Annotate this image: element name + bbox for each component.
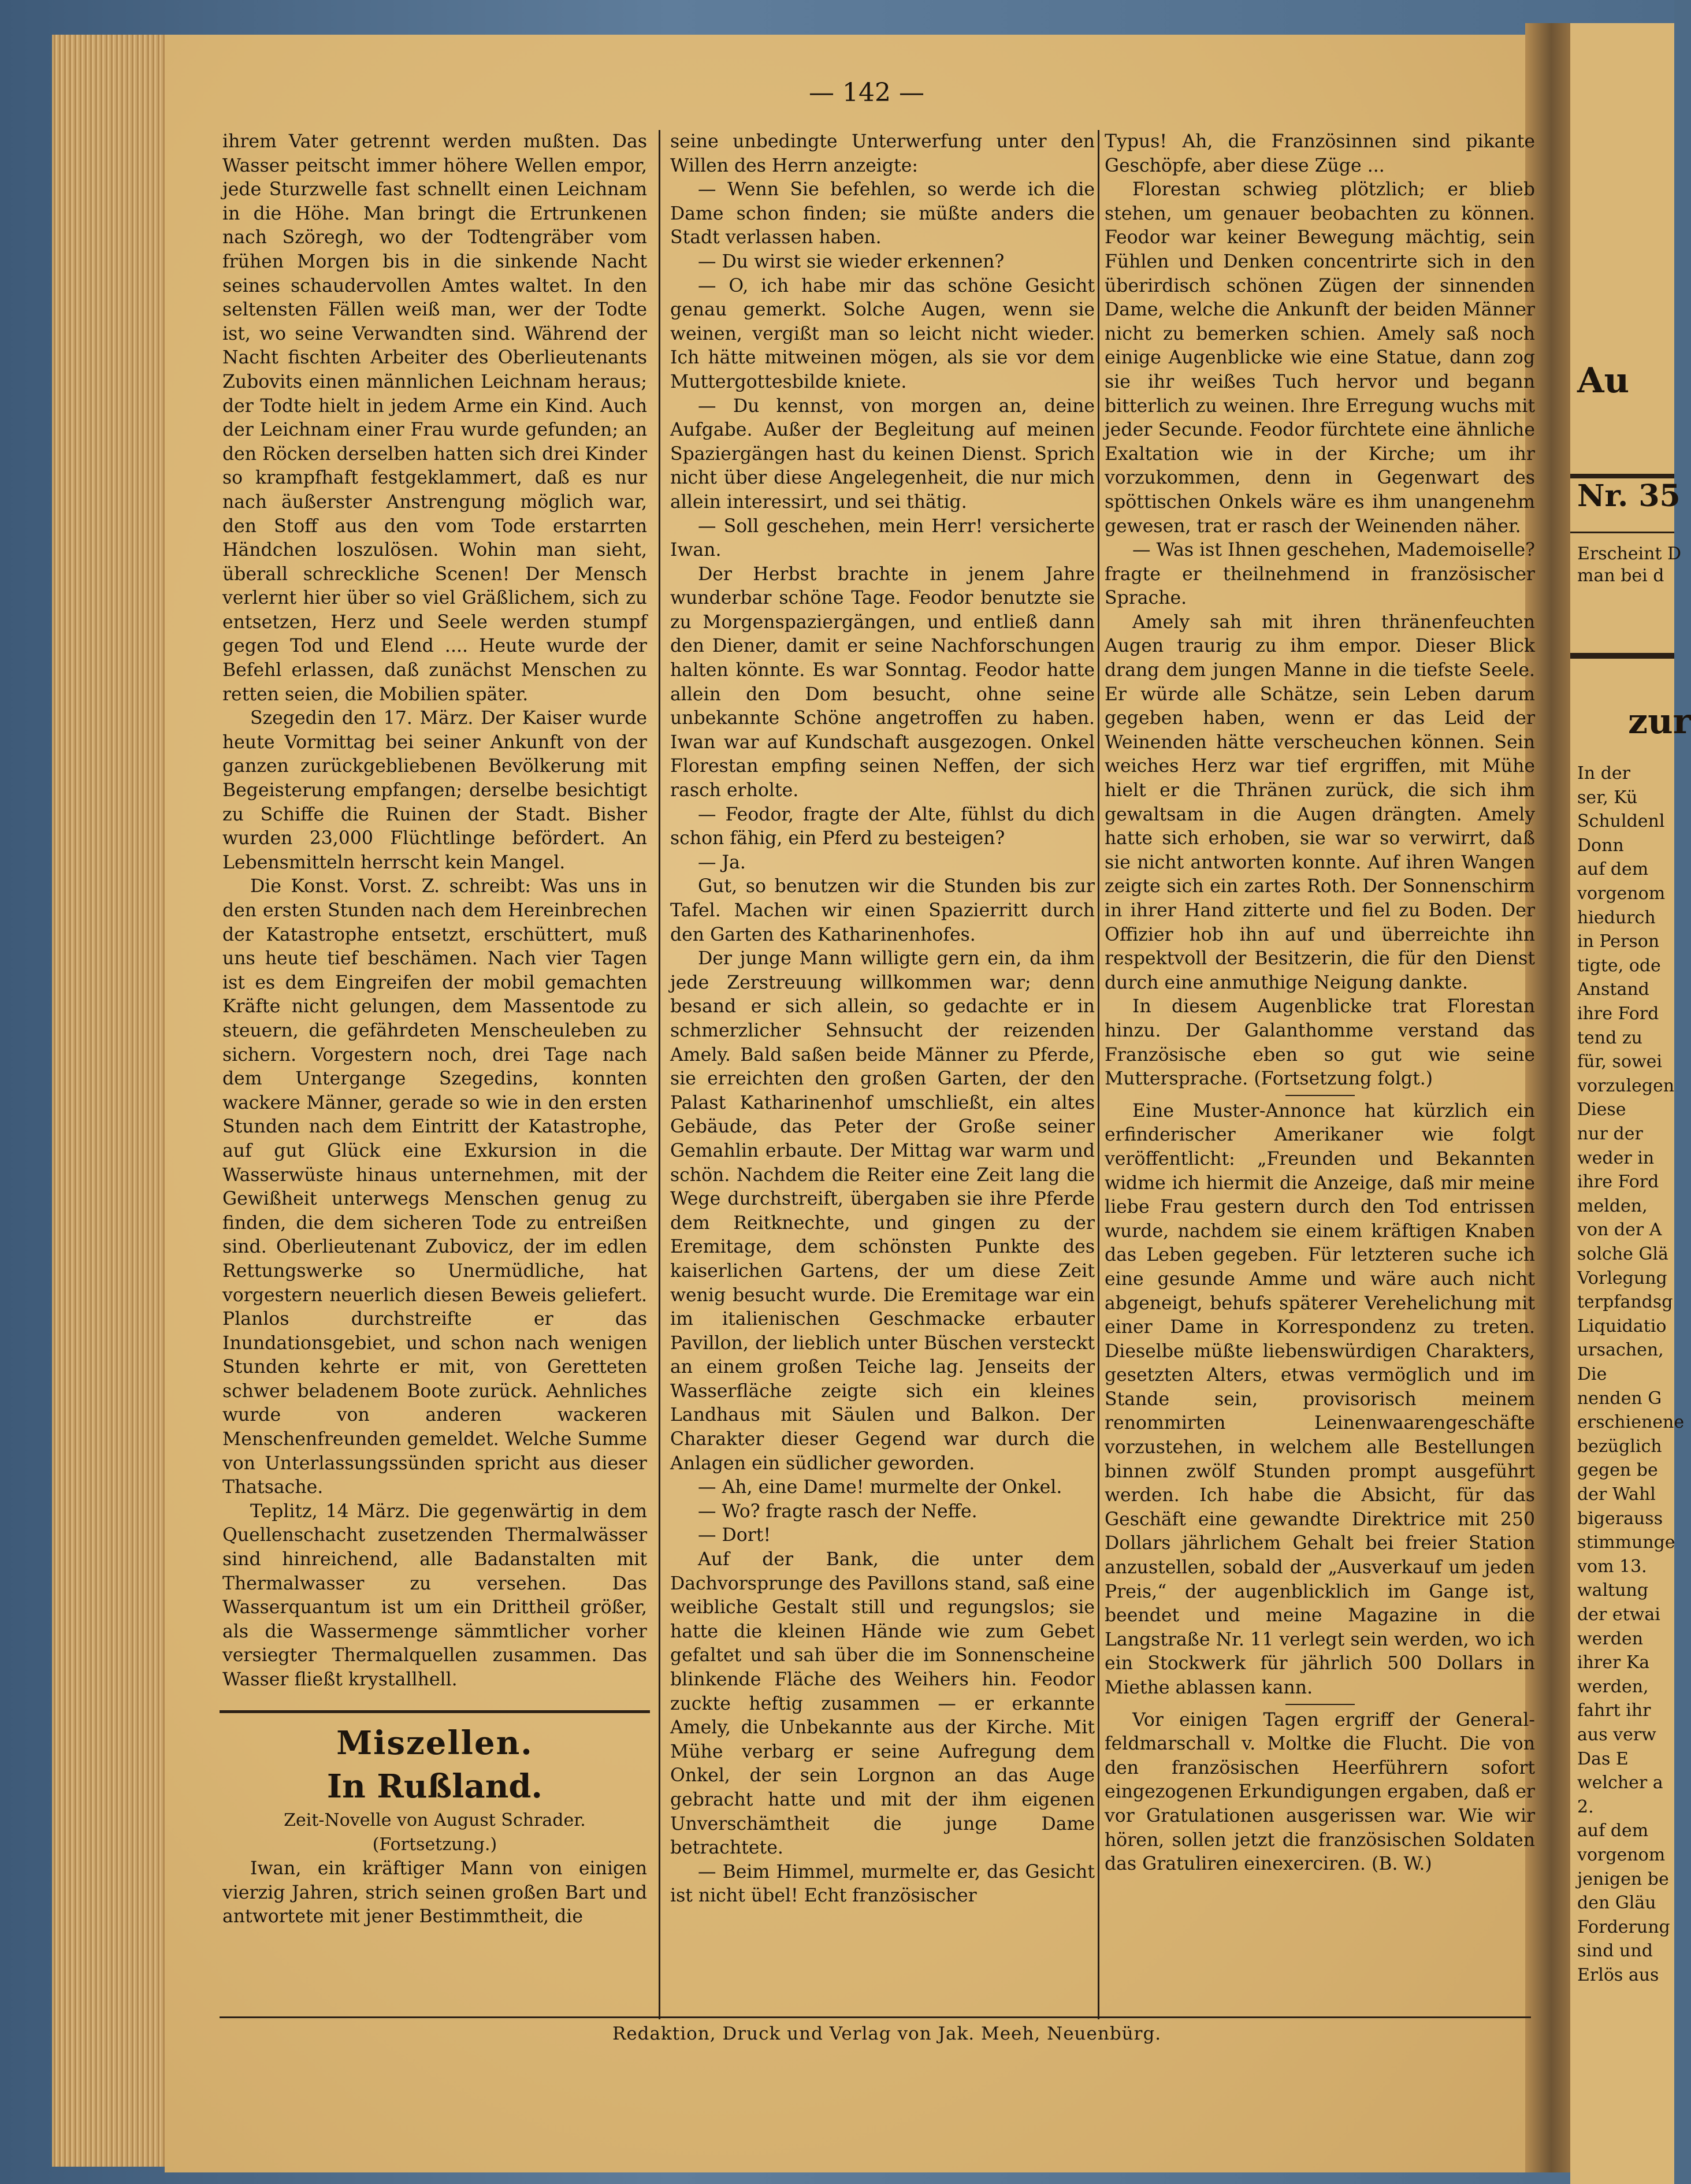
paragraph: seine unbedingte Unterwerfung unter den Willen des Herrn anzeigte: [670, 131, 1095, 176]
fragment-text: waltung [1577, 1580, 1649, 1601]
fragment-text: ihre Ford [1577, 1004, 1659, 1024]
fragment-text: den Gläu [1577, 1893, 1656, 1914]
paragraph: In diesem Augenblicke trat Florestan hinzu. Der Galanthomme verstand das Französische eben so gut wie seine Muttersprache. (Fortsetzung folgt.) [1105, 996, 1535, 1090]
paragraph: Florestan schwieg plötzlich; er blieb stehen, um genauer beobachten zu können. Feodor war keiner Bewegung mächtig, sein Fühlen und Denken concentrirte sich in den überirdisch schönen Zügen der sinnenden Dame, welche die Ankunft der beiden Männer nicht zu bemerken schien. Amely saß noch einige Augenblicke wie eine Statue, dann zog sie ihr weißes Tuch hervor und begann bitterlich zu weinen. Ihre Erregung wuchs mit jeder Secunde. Feodor fürchtete eine ähnliche Exaltation wie in der Kirche; um ihr vorzukommen, denn in Gegenwart des spöttischen Onkels wäre es ihm unangenehm gewesen, trat er rasch der Weinenden näher. [1105, 179, 1535, 537]
fragment-text: melden, [1577, 1195, 1648, 1216]
paragraph: — Ah, eine Dame! murmelte der Onkel. [698, 1477, 1062, 1498]
footer-rule [220, 2016, 1531, 2018]
fragment-text: ser, Kü [1577, 787, 1638, 808]
facing-page-fragment [1570, 23, 1691, 2184]
fragment-rule [1570, 653, 1674, 659]
fragment-text: Erlös aus [1577, 1965, 1659, 1985]
story-title: In Rußland. [326, 1767, 543, 1806]
fragment-text: auf dem [1577, 1821, 1649, 1841]
paragraph: — Feodor, fragte der Alte, fühlst du dich schon fähig, ein Pferd zu besteigen? [670, 804, 1095, 849]
fragment-text: nur der [1577, 1124, 1643, 1144]
paragraph: — Du wirst sie wieder erkennen? [698, 251, 1005, 272]
fragment-text: werden [1577, 1628, 1644, 1649]
fragment-text: welcher a [1577, 1773, 1663, 1793]
paragraph: Die Konst. Vorst. Z. schreibt: Was uns in den ersten Stunden nach dem Hereinbrechen der Katastrophe entsetzt, erschüttert, muß uns heute tief beschämen. Nach vier Tagen ist es dem Eingreifen der mobil gemachten Kräfte nicht gelungen, dem Massentode zu steuern, die gefährdeten Menscheuleben zu sichern. Vorgestern noch, drei Tage nach dem Untergange Szegedins, konnten wackere Männer, gerade so wie in den ersten Stunden nach dem Eintritt der Katastrophe, auf gut Glück eine Exkursion in die Wasserwüste hinaus unternehmen, mit der Gewißheit unterwegs Menschen genug zu finden, die dem sicheren Tode zu entreißen sind. Oberlieutenant Zubovicz, der im edlen Rettungswerke so Unermüdliche, hat vorgestern neuerlich diesen Beweis geliefert. Planlos durchstreifte er das Inundationsgebiet, und schon nach wenigen Stunden kehrte er mit, von Geretteten schwer beladenem Boote zurück. Aehnliches wurde von anderen wackeren Menschenfreunden gemeldet. Welche Summe von Unterlassungssünden spricht aus dieser Thatsache. [222, 876, 647, 1498]
paragraph: — Soll geschehen, mein Herr! versicherte Iwan. [670, 515, 1095, 561]
section-rule [220, 1710, 650, 1713]
fragment-text: vorgenom [1577, 883, 1666, 904]
paragraph: — Wenn Sie befehlen, so werde ich die Dame schon finden; sie müßte anders die Stadt verlassen haben. [670, 179, 1095, 248]
paragraph: Amely sah mit ihren thränenfeuchten Augen traurig zu ihm empor. Dieser Blick drang dem jungen Manne in die tiefste Seele. Er würde alle Schätze, sein Leben darum gegeben haben, wenn er das Leid der Weinenden hätte verscheuchen können. Sein weiches Herz war tief ergriffen, mit Mühe hielt er die Thränen zurück, die sich ihm gewaltsam in die Augen drängten. Amely hatte sich erhoben, sie war so verwirrt, daß sie nicht antworten konnte. Auf ihren Wangen zeigte sich ein zartes Roth. Der Sonnenschirm in ihrer Hand zitterte und fiel zu Boden. Der Offizier hob ihn auf und überreichte ihn respektvoll der Besitzerin, die für den Dienst durch eine anmuthige Neigung dankte. [1105, 611, 1535, 993]
fragment-text: Nr. 35 [1577, 478, 1681, 514]
fragment-text: vorzulegen [1577, 1075, 1675, 1096]
fragment-text: sind und [1577, 1941, 1653, 1962]
fragment-text: solche Glä [1577, 1244, 1668, 1264]
section-heading: Miszellen. [336, 1724, 533, 1762]
fragment-text: erschienene [1577, 1412, 1685, 1433]
fragment-text: Das E [1577, 1748, 1629, 1769]
fragment-text: jenigen be [1577, 1869, 1669, 1889]
paragraph: — Was ist Ihnen geschehen, Mademoiselle? fragte er theilnehmend in französischer Sprache. [1105, 540, 1535, 609]
fragment-text: vorgenom [1577, 1845, 1666, 1865]
fragment-text: tigte, ode [1577, 955, 1661, 976]
fragment-text: vom 13. [1577, 1556, 1647, 1577]
paragraph: Vor einigen Tagen ergriff der General-feldmarschall v. Moltke die Flucht. Die von den französischen Heerführern sofort eingezogenen Erkundigungen ergaben, daß er vor Gratulationen ausgerissen war. Wie wir hören, sollen jetzt die französischen Soldaten das Gratuliren einexerciren. (B. W.) [1105, 1709, 1535, 1875]
fragment-text: zur [1628, 701, 1691, 742]
paragraph: ihrem Vater getrennt werden mußten. Das Wasser peitscht immer höhere Wellen empor, jede Sturzwelle fast schnellt einen Leichnam in die Höhe. Man bringt die Ertrunkenen nach Szöregh, wo der Todtengräber vom frühen Morgen bis in die sinkende Nacht seines schaudervollen Amtes waltet. In den seltensten Fällen weiß man, wer der Todte ist, wo seine Verwandten sind. Während der Nacht fischten Arbeiter des Oberlieutenants Zubovits einen männlichen Leichnam heraus; der Todte hielt in jedem Arme ein Kind. Auch der Leichnam einer Frau wurde gefunden; an den Röcken derselben hatten sich drei Kinder so krampfhaft festgeklammert, daß es nur nach äußerster Anstrengung möglich war, den Stoff aus den vom Tode erstarrten Händchen loszulösen. Wohin man sieht, überall schreckliche Scenen! Der Mensch verlernt hier über so viel Gräßlichem, sich zu entsetzen, Herz und Seele werden stumpf gegen Tod und Elend .... Heute wurde der Befehl erlassen, daß zunächst Menschen zu retten seien, die Mobilien später. [222, 131, 647, 705]
fragment-text: fahrt ihr [1577, 1700, 1651, 1721]
article-divider [1285, 1095, 1355, 1096]
byline: Zeit-Novelle von August Schrader. [284, 1810, 586, 1830]
fragment-text: der etwai [1577, 1604, 1660, 1625]
fragment-text: Die [1577, 1364, 1607, 1384]
article-divider [1285, 1704, 1355, 1705]
fragment-text: ursachen, [1577, 1340, 1664, 1361]
paragraph: Iwan, ein kräftiger Mann von einigen vierzig Jahren, strich seinen großen Bart und antwortete mit jener Bestimmtheit, die [222, 1858, 647, 1927]
fragment-rule [1570, 474, 1674, 478]
paragraph: Szegedin den 17. März. Der Kaiser wurde heute Vormittag bei seiner Ankunft von der ganzen zurückgebliebenen Bevölkerung mit Begeisterung empfangen; derselbe besichtigt zu Schiffe die Ruinen der Stadt. Bisher wurden 23,000 Flüchtlinge befördert. An Lebensmitteln herrscht kein Mangel. [222, 708, 647, 873]
fragment-text: von der A [1577, 1220, 1662, 1240]
fragment-text: gegen be [1577, 1460, 1658, 1481]
fragment-text: 2. [1577, 1796, 1594, 1817]
paragraph: — O, ich habe mir das schöne Gesicht genau gemerkt. Solche Augen, wenn sie weinen, vergißt man so leicht nicht wieder. Ich hätte mitweinen mögen, als sie vor dem Muttergottesbilde kniete. [670, 275, 1095, 392]
fragment-text: ihre Ford [1577, 1172, 1659, 1193]
fragment-text: man bei d [1577, 566, 1664, 586]
page-number: — 142 — [809, 78, 924, 107]
fragment-text: in Person [1577, 931, 1660, 952]
paragraph: Teplitz, 14 März. Die gegenwärtig in dem Quellenschacht zusetzenden Thermalwässer sind hinreichend, alle Badanstalten mit Thermalwasser zu versehen. Das Wasserquantum ist um ein Drittheil größer, als die Wassermenge sämmtlicher vorher versiegter Thermalquellen zusammen. Das Wasser fließt krystallhell. [222, 1500, 647, 1690]
fragment-text: nenden G [1577, 1388, 1662, 1409]
fragment-text: bezüglich [1577, 1436, 1662, 1457]
miszellen-section [222, 1722, 647, 1929]
fragment-text: weder in [1577, 1147, 1655, 1168]
fragment-text: aus verw [1577, 1725, 1656, 1745]
fragment-text: Diese [1577, 1100, 1626, 1120]
fragment-text: Donn [1577, 835, 1624, 856]
paragraph: Der Herbst brachte in jenem Jahre wunderbar schöne Tage. Feodor benutzte sie zu Morgenspaziergängen, und entließ dann den Diener, damit er seine Nachforschungen halten könnte. Es war Sonntag. Feodor hatte allein den Dom besucht, ohne seine unbekannte Schöne angetroffen zu haben. Iwan war auf Kundschaft ausgezogen. Onkel Florestan empfing seinen Neffen, der sich rasch erholte. [670, 563, 1095, 801]
fragment-text: Liquidatio [1577, 1316, 1667, 1336]
fragment-text: ihrer Ka [1577, 1652, 1650, 1673]
fragment-rule [1570, 532, 1674, 533]
paragraph: Der junge Mann willigte gern ein, da ihm jede Zerstreuung willkommen war; denn besand er sich allein, so gedachte er in schmerzlicher Sehnsucht der reizenden Amely. Bald saßen beide Männer zu Pferde, sie erreichten den großen Garten, der den Palast Katharinenhof umschließt, ein altes Gebäude, das Peter der Große seiner Gemahlin erbaute. Der Mittag war warm und schön. Nachdem die Reiter eine Zeit lang die Wege durchstreift, übergaben sie ihre Pferde dem Reitknechte, und gingen zu der Eremitage, dem schönsten Punkte des kaiserlichen Gartens, der um diese Zeit wenig besucht wurde. Die Eremitage war ein im italienischen Geschmacke erbauter Pavillon, der lieblich unter Büschen versteckt an einem großen Teiche lag. Jenseits der Wasserfläche zeigte sich ein kleines Landhaus mit Säulen und Balkon. Der Charakter dieser Gegend war durch die Anlagen ein südlicher geworden. [670, 948, 1095, 1474]
paragraph: Typus! Ah, die Französinnen sind pikante Geschöpfe, aber diese Züge ... [1105, 131, 1535, 176]
continuation-note: (Fortsetzung.) [372, 1834, 497, 1855]
fragment-text: bigerauss [1577, 1508, 1663, 1529]
fragment-text: auf dem [1577, 859, 1649, 880]
paragraph: — Wo? fragte rasch der Neffe. [698, 1500, 978, 1522]
fragment-text: terpfandsg [1577, 1292, 1673, 1313]
column-3 [1105, 130, 1535, 1877]
paragraph: — Du kennst, von morgen an, deine Aufgabe. Außer der Begleitung auf meinen Spaziergängen hast du keinen Dienst. Sprich nicht über diese Angelegenheit, die nur mich allein interessirt, und sei thätig. [670, 395, 1095, 512]
fragment-text: Erscheint D [1577, 544, 1682, 564]
paragraph: — Ja. [698, 852, 746, 873]
fragment-text: werden, [1577, 1676, 1649, 1697]
fragment-text: Anstand [1577, 979, 1649, 1000]
fragment-text: stimmunge [1577, 1532, 1675, 1553]
fragment-text: Forderung [1577, 1916, 1670, 1937]
fragment-text: für, sowei [1577, 1052, 1663, 1072]
fragment-text: Au [1577, 361, 1630, 401]
fragment-text: Schuldenl [1577, 811, 1665, 832]
page-stack-edge [52, 35, 168, 2167]
fragment-text: Vorlegung [1577, 1268, 1667, 1288]
column-rule-2 [1098, 130, 1099, 2019]
fragment-text: tend zu [1577, 1027, 1642, 1048]
paragraph: Eine Muster-Annonce hat kürzlich ein erfinderischer Amerikaner wie folgt veröffentlicht: „Freunden und Bekannten widme ich hiermit die Anzeige, daß mir meine liebe Frau gestern durch den Tod entrissen wurde, nachdem sie einem kräftigen Knaben das Leben gegeben. Für letzteren suche ich eine gesunde Amme und wäre auch nicht abgeneigt, behufs späterer Verehelichung mit einer Dame in Korrespondenz zu treten. Dieselbe müßte liebenswürdigen Charakters, gesetzten Alters, etwas vermöglich und im Stande sein, provisorisch meinem renommirten Leinenwaarengeschäfte vorzustehen, in welchem alle Bestellungen binnen zwölf Stunden prompt ausgeführt werden. Ich habe die Absicht, für das Geschäft eine gewandte Direktrice mit 250 Dollars jährlichem Gehalt bei freier Station anzustellen, sobald der „Ausverkauf um jeden Preis,“ der augenblicklich im Gange ist, beendet und meine Magazine in die Langstraße Nr. 11 verlegt sein werden, wo ich ein Stockwerk für jährlich 500 Dollars in Miethe ablassen kann. [1105, 1100, 1535, 1698]
imprint-footer: Redaktion, Druck und Verlag von Jak. Meeh, Neuenbürg. [612, 2023, 1162, 2044]
paragraph: Gut, so benutzen wir die Stunden bis zur Tafel. Machen wir einen Spazierritt durch den Garten des Katharinenhofes. [670, 876, 1095, 945]
paragraph: — Dort! [698, 1525, 771, 1546]
fragment-text: In der [1577, 763, 1631, 783]
column-rule-1 [659, 130, 660, 2019]
fragment-text: hiedurch [1577, 907, 1656, 928]
paragraph: Auf der Bank, die unter dem Dachvorsprunge des Pavillons stand, saß eine weibliche Gestalt still und regungslos; sie hatte die kleinen Hände wie zum Gebet gefaltet und sah über die im Sonnenscheine blinkende Fläche des Weihers hin. Feodor zuckte heftig zusammen — er erkannte Amely, die Unbekannte aus der Kirche. Mit Mühe verbarg er seine Aufregung dem Onkel, der sein Lorgnon an das Auge gebracht hatte und mit der ihm eigenen Unverschämtheit die junge Dame betrachtete. [670, 1549, 1095, 1859]
fragment-text: der Wahl [1577, 1484, 1656, 1505]
column-1 [222, 130, 647, 1692]
column-2 [670, 130, 1095, 1908]
paragraph: — Beim Himmel, murmelte er, das Gesicht ist nicht übel! Echt französischer [670, 1861, 1095, 1907]
